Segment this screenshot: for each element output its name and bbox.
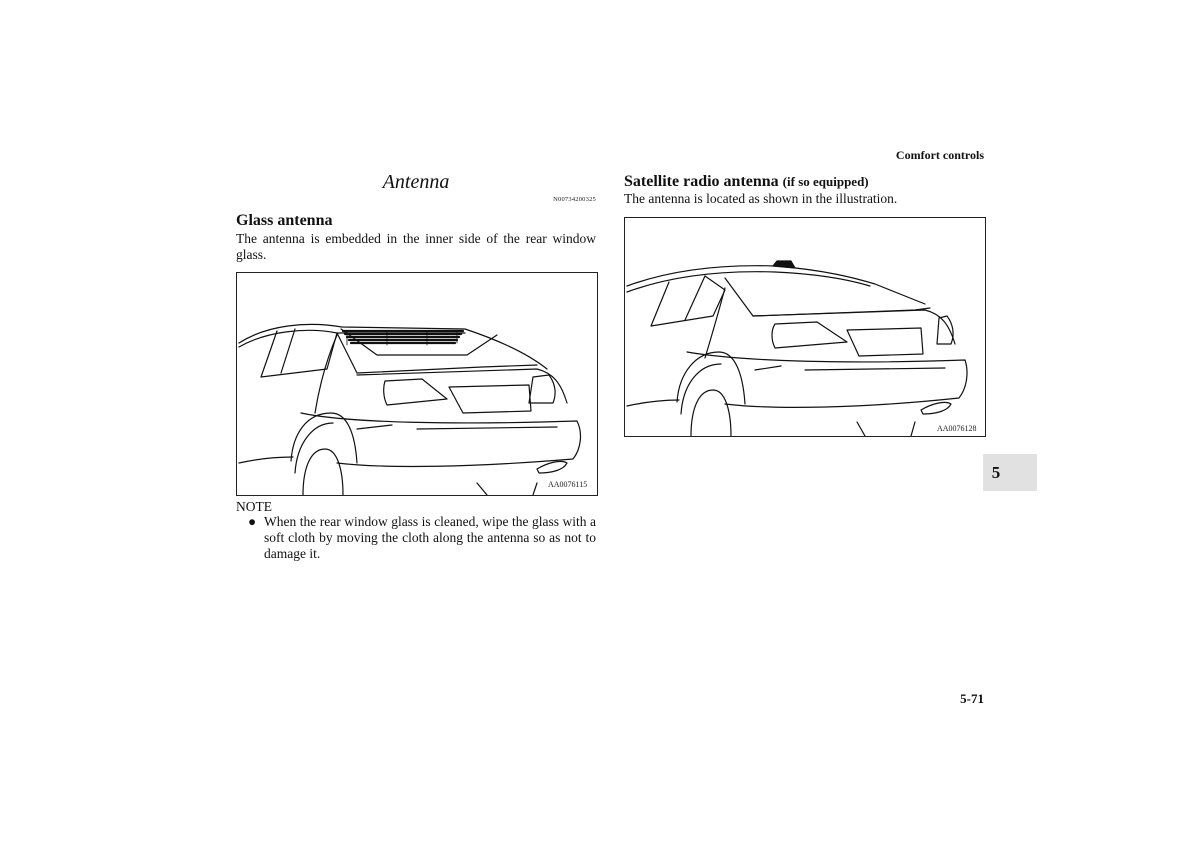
chapter-tab xyxy=(983,454,1037,491)
side-window xyxy=(651,276,725,326)
note-item xyxy=(236,514,596,562)
satellite-antenna-heading-suffix: (if so equipped) xyxy=(782,174,869,189)
glass-antenna-text: The antenna is embedded in the inner side of the rear window glass. xyxy=(236,231,596,262)
rear-wheel xyxy=(303,449,343,495)
rear-wheel-arch xyxy=(291,413,357,463)
trunk-lid xyxy=(357,369,567,403)
satellite-antenna-shape xyxy=(773,261,795,268)
rear-wheel-arch xyxy=(295,423,333,473)
tail-light-right xyxy=(937,316,953,344)
body-line xyxy=(755,366,945,370)
page-number: 5-71 xyxy=(960,691,984,706)
rocker xyxy=(239,457,293,463)
note-text: When the rear window glass is cleaned, wipe the glass with a soft cloth by moving the cloth along the antenna so as not to damage it. xyxy=(264,514,596,561)
running-header: Comfort controls xyxy=(895,148,984,162)
glass-antenna-illustration xyxy=(236,272,598,496)
body-line xyxy=(357,425,557,429)
glass-antenna-heading: Glass antenna xyxy=(236,212,333,229)
side-window xyxy=(281,329,295,373)
bullet-icon: ● xyxy=(248,514,257,529)
section-title: Antenna xyxy=(382,171,450,193)
rocker xyxy=(627,400,679,406)
satellite-antenna-illustration xyxy=(624,217,986,437)
satellite-antenna-heading xyxy=(624,173,869,191)
bumper xyxy=(687,352,967,407)
side-window xyxy=(261,331,337,377)
exhaust-tip xyxy=(537,461,567,473)
car-roofline xyxy=(627,266,925,304)
chapter-number: 5 xyxy=(991,463,1001,482)
tail-light-left xyxy=(384,379,447,405)
ground-line xyxy=(477,483,537,495)
c-pillar xyxy=(705,288,725,358)
section-code: N00734200325 xyxy=(553,196,596,203)
tail-light-right xyxy=(529,375,555,403)
ground-line xyxy=(857,422,915,436)
license-plate xyxy=(449,385,531,413)
satellite-antenna-text: The antenna is located as shown in the illustration. xyxy=(624,191,898,206)
exhaust-tip xyxy=(921,402,951,414)
rear-wheel-arch xyxy=(681,364,721,414)
side-window xyxy=(685,276,705,320)
trunk-lid xyxy=(753,310,955,344)
tail-light-left xyxy=(772,322,847,348)
satellite-antenna-heading-main: Satellite radio antenna xyxy=(624,173,779,190)
rear-wheel xyxy=(691,390,731,436)
note-label: NOTE xyxy=(236,499,272,514)
figure-code-left: AA0076115 xyxy=(548,480,588,489)
bumper xyxy=(301,413,580,466)
license-plate xyxy=(847,328,923,356)
rear-wheel-arch xyxy=(677,352,745,404)
figure-code-right: AA0076128 xyxy=(937,424,977,433)
